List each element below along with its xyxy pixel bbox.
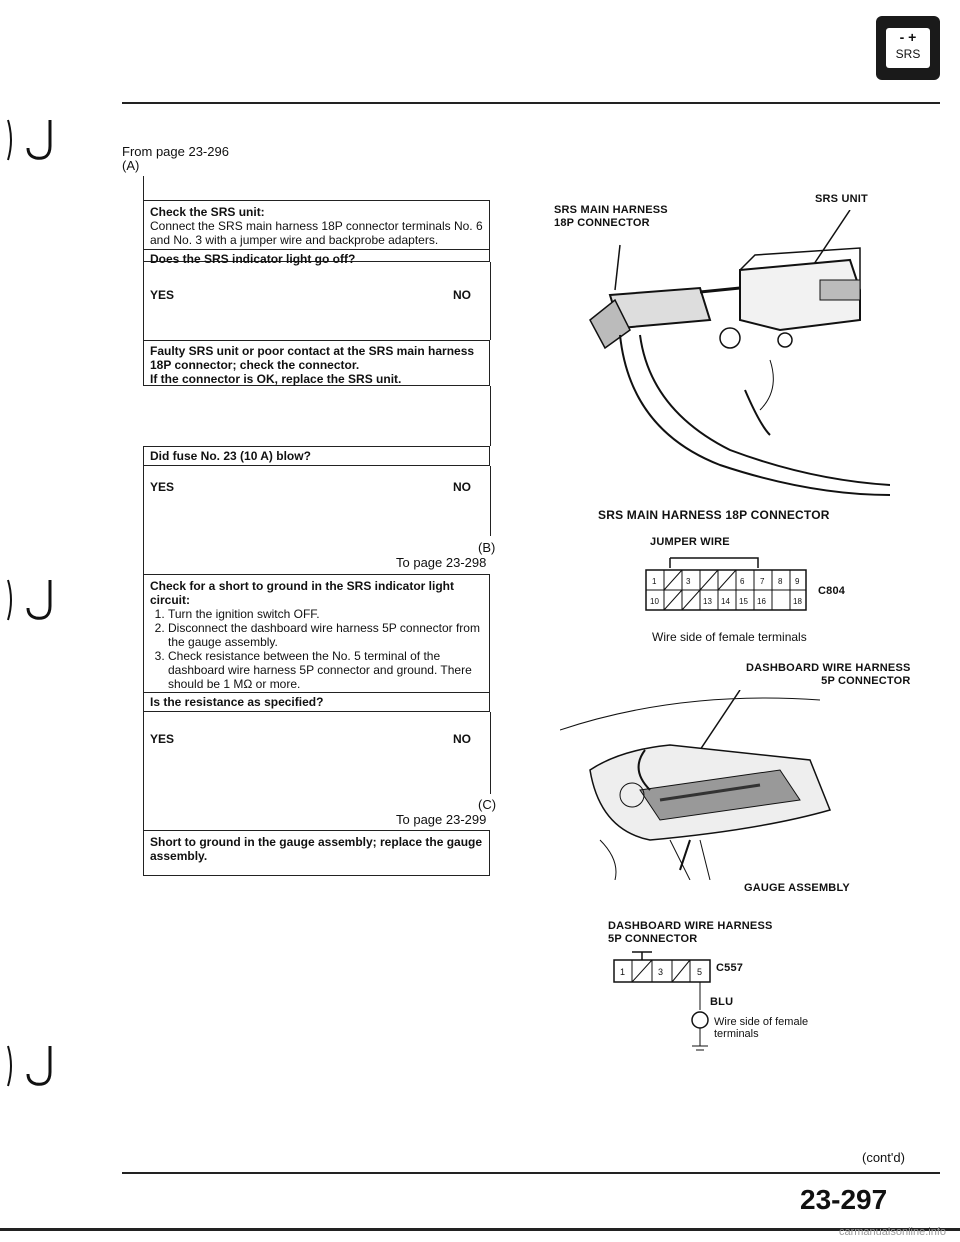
step2-box — [143, 446, 490, 466]
step2-yes: YES — [150, 480, 175, 494]
pin-label: 10 — [650, 597, 659, 606]
watermark: carmanualsonline.info — [838, 1226, 946, 1238]
from-ref: (A) — [122, 158, 140, 173]
srs-unit-illustration — [560, 210, 890, 500]
pin-label: 9 — [795, 577, 800, 586]
pin-label: 6 — [740, 577, 745, 586]
step1-no: NO — [453, 288, 471, 302]
result1-line2: 18P connector; check the connector. — [150, 358, 360, 372]
pin-label: 5 — [697, 967, 703, 977]
c557-label: C557 — [716, 962, 744, 974]
connector18-title: SRS MAIN HARNESS 18P CONNECTOR — [598, 508, 830, 522]
step1-text: Connect the SRS main harness 18P connector terminals No. 6 and No. 3 with a jumper wire and backprobe adapters. — [150, 219, 483, 247]
step3-title: Check for a short to ground in the SRS indicator light circuit: — [150, 579, 455, 607]
flow-connector — [490, 712, 491, 794]
step3-no: NO — [453, 732, 471, 746]
flow-connector — [143, 712, 144, 830]
goto-c-ref: (C) — [478, 797, 497, 812]
gauge-assembly-label: GAUGE ASSEMBLY — [744, 882, 850, 894]
margin-hook-1 — [0, 110, 60, 170]
contd-label: (cont'd) — [862, 1150, 905, 1165]
margin-hook-2 — [0, 570, 60, 630]
flow-connector — [143, 176, 144, 200]
step1-yes: YES — [150, 288, 175, 302]
pin-label: 14 — [721, 597, 730, 606]
blu-label: BLU — [710, 996, 734, 1008]
result1-line1: Faulty SRS unit or poor contact at the SRS main harness — [150, 344, 475, 358]
wire-side-label-1: Wire side of female terminals — [652, 630, 807, 644]
srs-badge — [876, 16, 940, 80]
pin-label: 13 — [703, 597, 712, 606]
pin-label: 1 — [620, 967, 626, 977]
footer-rule — [122, 1172, 940, 1174]
badge-symbols: - + — [899, 29, 917, 45]
flow-connector — [143, 262, 144, 340]
c804-label: C804 — [818, 585, 846, 597]
connector18-diagram — [640, 556, 820, 618]
flow-connector — [490, 466, 491, 536]
step3-box — [143, 574, 490, 712]
pin-label: 3 — [686, 577, 691, 586]
step3-question: Is the resistance as specified? — [144, 692, 489, 711]
goto-b-ref: (B) — [478, 540, 496, 555]
page-number: 23-297 — [800, 1184, 888, 1215]
badge-text: SRS — [895, 47, 921, 61]
step3-item: 3. Check resistance between the No. 5 terminal of the dashboard wire harness 5P connector and ground. There should be 1 MΩ or more. — [168, 649, 483, 691]
pin-label: 18 — [793, 597, 802, 606]
header-rule — [122, 102, 940, 104]
step3-item: 1. Turn the ignition switch OFF. — [168, 607, 483, 621]
result1-box — [143, 340, 490, 386]
srs-main-harness-label: SRS MAIN HARNESS 18P CONNECTOR — [554, 204, 668, 229]
pin-label: 1 — [652, 577, 657, 586]
result3-text: Short to ground in the gauge assembly; replace the gauge assembly. — [150, 835, 483, 863]
goto-b: To page 23-298 — [396, 555, 487, 570]
pin-label: 16 — [757, 597, 766, 606]
step3-item: 2. Disconnect the dashboard wire harness 5P connector from the gauge assembly. — [168, 621, 483, 649]
flow-connector — [490, 262, 491, 340]
step2-question: Did fuse No. 23 (10 A) blow? — [150, 449, 311, 463]
wire-side-label-2: Wire side of female terminals — [714, 1016, 809, 1040]
margin-hook-3 — [0, 1036, 60, 1096]
pin-label: 8 — [778, 577, 783, 586]
result3-box — [143, 830, 490, 876]
pin-label: 3 — [658, 967, 664, 977]
flow-connector — [490, 386, 491, 446]
step1-question: Does the SRS indicator light go off? — [144, 249, 489, 268]
pin-label: 7 — [760, 577, 765, 586]
srs-unit-label: SRS UNIT — [815, 193, 868, 205]
from-page: From page 23-296 — [122, 144, 229, 159]
dash-harness-label-2: DASHBOARD WIRE HARNESS 5P CONNECTOR — [608, 920, 773, 945]
step3-yes: YES — [150, 732, 175, 746]
step3-list — [150, 607, 483, 691]
jumper-wire-label: JUMPER WIRE — [650, 536, 730, 548]
step1-box — [143, 200, 490, 266]
pin-label: 15 — [739, 597, 748, 606]
result1-line3: If the connector is OK, replace the SRS unit. — [150, 372, 402, 386]
srs-badge-inner — [886, 28, 930, 68]
flow-connector — [143, 466, 144, 574]
step1-title: Check the SRS unit: — [150, 205, 265, 219]
bottom-rule — [0, 1228, 960, 1231]
dashboard-illustration — [560, 690, 880, 880]
dash-harness-label: DASHBOARD WIRE HARNESS 5P CONNECTOR — [746, 662, 911, 687]
step2-no: NO — [453, 480, 471, 494]
goto-c: To page 23-299 — [396, 812, 487, 827]
